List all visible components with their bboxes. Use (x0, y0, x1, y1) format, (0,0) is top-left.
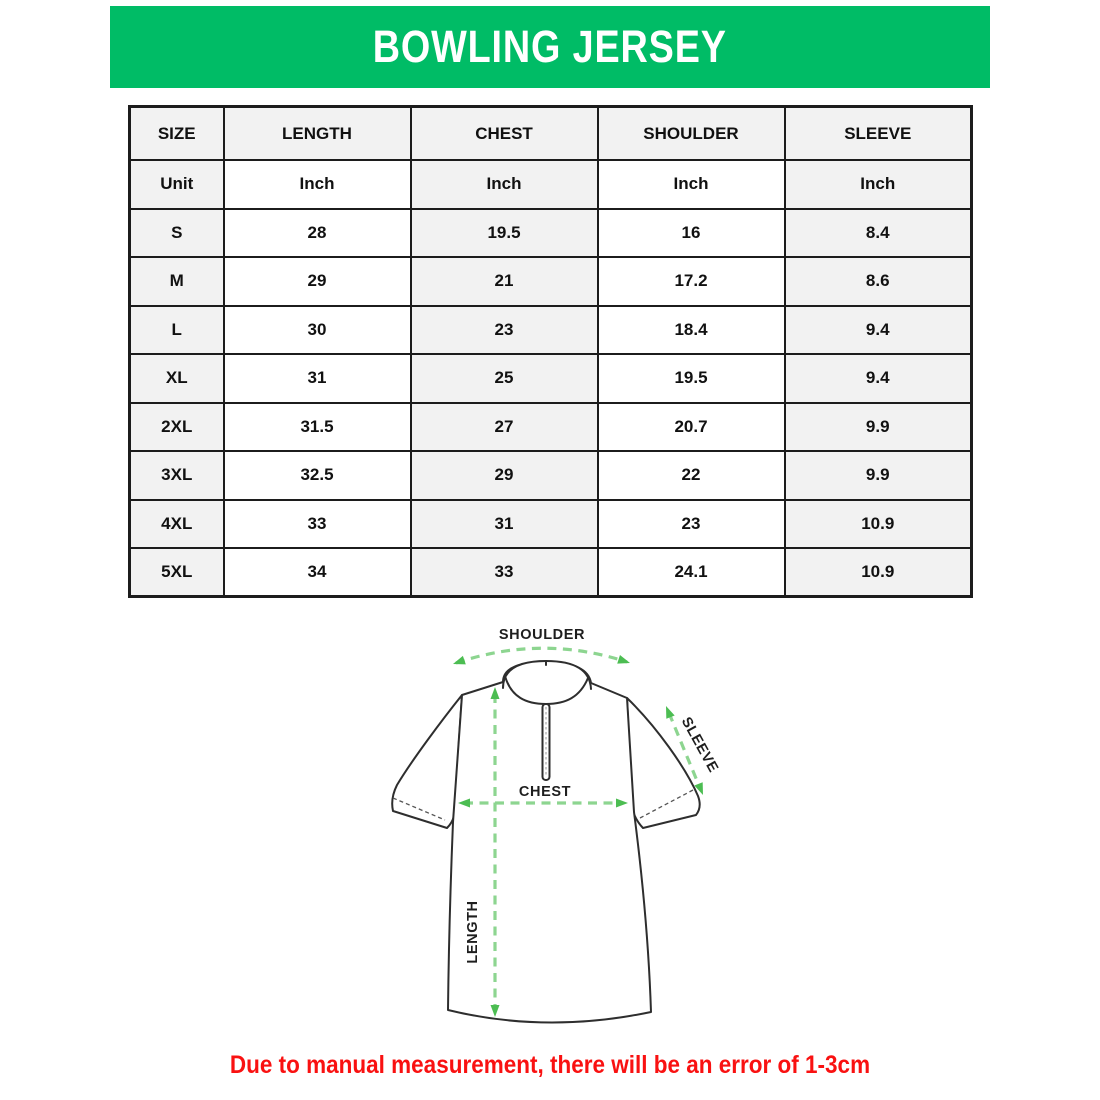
table-row (130, 548, 972, 597)
table-header-row (130, 107, 972, 161)
size-cell: S (130, 209, 224, 258)
length-cell: 32.5 (224, 451, 411, 500)
sleeve-label: SLEEVE (677, 714, 722, 776)
size-chart-table (128, 105, 973, 598)
sleeve-cell: 8.4 (785, 209, 972, 258)
chest-cell: 21 (411, 257, 598, 306)
length-cell: 33 (224, 500, 411, 549)
table-row (130, 306, 972, 355)
chest-cell: 33 (411, 548, 598, 597)
unit-length: Inch (224, 160, 411, 209)
table-row (130, 354, 972, 403)
sleeve-cell: 10.9 (785, 548, 972, 597)
chest-cell: 29 (411, 451, 598, 500)
size-cell: 3XL (130, 451, 224, 500)
size-cell: M (130, 257, 224, 306)
sleeve-cell: 9.4 (785, 306, 972, 355)
sleeve-cell: 9.9 (785, 451, 972, 500)
sleeve-cell: 8.6 (785, 257, 972, 306)
col-header-shoulder: SHOULDER (598, 107, 785, 161)
length-cell: 31 (224, 354, 411, 403)
length-cell: 29 (224, 257, 411, 306)
table-row (130, 257, 972, 306)
size-cell: 2XL (130, 403, 224, 452)
length-cell: 34 (224, 548, 411, 597)
chest-cell: 25 (411, 354, 598, 403)
length-cell: 30 (224, 306, 411, 355)
shoulder-cell: 18.4 (598, 306, 785, 355)
table-row (130, 403, 972, 452)
col-header-sleeve: SLEEVE (785, 107, 972, 161)
shoulder-label: SHOULDER (498, 627, 586, 643)
sleeve-cell: 9.4 (785, 354, 972, 403)
arrowhead (452, 656, 466, 668)
jersey-outline (392, 661, 700, 1023)
chest-label: CHEST (518, 784, 572, 800)
unit-chest: Inch (411, 160, 598, 209)
chest-cell: 19.5 (411, 209, 598, 258)
table-row (130, 209, 972, 258)
shoulder-cell: 23 (598, 500, 785, 549)
chest-cell: 27 (411, 403, 598, 452)
title-banner (110, 6, 990, 88)
shoulder-cell: 16 (598, 209, 785, 258)
shoulder-cell: 20.7 (598, 403, 785, 452)
sleeve-cell: 9.9 (785, 403, 972, 452)
unit-sleeve: Inch (785, 160, 972, 209)
unit-label: Unit (130, 160, 224, 209)
shoulder-cell: 24.1 (598, 548, 785, 597)
table-row (130, 500, 972, 549)
size-cell: L (130, 306, 224, 355)
length-label: LENGTH (465, 900, 481, 964)
col-header-size: SIZE (130, 107, 224, 161)
size-cell: 5XL (130, 548, 224, 597)
arrowhead (662, 704, 675, 718)
jersey-measurement-diagram (360, 620, 760, 1050)
page-title: BOWLING JERSEY (372, 21, 728, 72)
shoulder-cell: 17.2 (598, 257, 785, 306)
unit-row (130, 160, 972, 209)
shoulder-cell: 22 (598, 451, 785, 500)
chest-cell: 31 (411, 500, 598, 549)
arrowhead (617, 655, 631, 667)
chest-cell: 23 (411, 306, 598, 355)
table-row (130, 451, 972, 500)
size-cell: XL (130, 354, 224, 403)
measurement-disclaimer: Due to manual measurement, there will be an error of 1-3cm (229, 1051, 871, 1079)
col-header-chest: CHEST (411, 107, 598, 161)
length-cell: 31.5 (224, 403, 411, 452)
unit-shoulder: Inch (598, 160, 785, 209)
length-cell: 28 (224, 209, 411, 258)
size-cell: 4XL (130, 500, 224, 549)
col-header-length: LENGTH (224, 107, 411, 161)
left-sleeve (392, 695, 462, 828)
sleeve-cell: 10.9 (785, 500, 972, 549)
shoulder-cell: 19.5 (598, 354, 785, 403)
